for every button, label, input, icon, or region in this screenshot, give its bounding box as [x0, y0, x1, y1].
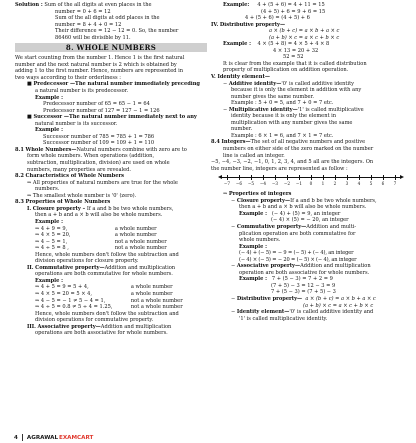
example-label: Example : — [35, 277, 64, 284]
page-footer — [0, 430, 416, 443]
bullet-line: − Distributive property— a × (b + c) = a × b + a × c — [231, 295, 376, 302]
solution-line: number = 0 + 6 = 12 — [55, 8, 111, 15]
number-line-tick — [311, 175, 312, 180]
body-line: number gives the same number. — [231, 93, 314, 100]
example-row: ⇒ 4 − 5 = 1, not a whole number — [35, 238, 167, 245]
bullet-line: − Associative property—Addition and multiplication — [231, 263, 371, 270]
example-label: Example : — [35, 127, 64, 134]
example-line: 52 = 52 — [283, 54, 304, 61]
solution-line: Solution : Sum of the all digits at even places in the — [15, 2, 152, 8]
number-line-label: −1 — [295, 181, 303, 187]
body-line: numbers, many properties are revealed. — [27, 166, 132, 173]
example-row: ⇒ 4 − 5 = − 1 ≠ 5 − 4 = 1, not a whole number — [35, 297, 183, 304]
example-line: Example: 4 + (5 + 6) = 4 + 11 = 15 — [223, 2, 325, 8]
number-line-label: −4 — [259, 181, 267, 187]
bullet-line: ⇒ All properties of natural numbers are true for the whole — [27, 179, 178, 186]
page-number: 4 — [14, 434, 18, 441]
example-line: Successor number of 785 = 785 + 1 = 786 — [43, 133, 155, 140]
body-line: subtraction, multiplication, division) are used on whole — [27, 160, 170, 167]
property-distributive: IV. Distributive property— — [211, 21, 286, 28]
body-line: multiplication with any number gives the same — [231, 119, 353, 126]
bullet-line: ⇒ Properties of integers — [223, 191, 292, 198]
example-label: Example : — [35, 218, 64, 225]
number-line-label: 1 — [321, 181, 325, 187]
example-row: ⇒ 4 × 5 = 20, a whole number — [35, 232, 157, 239]
intro-line: two ways according to their orderliness : — [15, 74, 121, 81]
example-row: ⇒ 4 × 5 = 20 = 5 × 4, a whole number — [35, 290, 173, 297]
body-line: division operations for commutative property. — [35, 317, 154, 324]
example-label: Example : — [35, 94, 64, 101]
number-line-tick — [347, 175, 348, 180]
body-line: Hence, whole numbers don't follow the subtraction and — [35, 251, 179, 258]
example-line: (− 4) + (− 5) = − 9 = (− 5) + (− 4), an integer — [239, 250, 354, 257]
successor-text: natural number is its successor. — [35, 120, 118, 127]
example-line: (− 4) × (− 5) = − 20 = (− 5) × (− 4), an integer — [239, 256, 357, 263]
number-line-tick — [251, 175, 252, 180]
example-label: Example : — [239, 243, 268, 250]
example-line: (7 + 5) − 3 = 12 − 3 = 9 — [271, 282, 336, 289]
publisher-brand: EXAMCART — [59, 434, 94, 441]
body-line: Hence, whole numbers don't follow the subtraction and — [35, 310, 179, 317]
number-line-tick — [239, 175, 240, 180]
example-line: Example : (− 4) + (5) = 9, an integer — [239, 210, 341, 217]
formula-line: (a + b) × c = a × c + b × c — [269, 34, 340, 41]
example-line: 4 + (5 + 6) = (4 + 5) + 6 — [245, 15, 310, 22]
intro-line: number and the next natural number is 2 which is obtained by — [15, 61, 177, 68]
solution-line: 86460 will be divisible by 11. — [55, 34, 131, 41]
intro-line: adding 1 to the first number. Hence, numbers are represented in — [15, 68, 183, 75]
number-line-label: 3 — [345, 181, 349, 187]
number-line-label: 5 — [369, 181, 373, 187]
number-line-tick — [275, 175, 276, 180]
predecessor-item: ■ Predecessor —The natural number immediately preceding — [27, 81, 200, 88]
body-line: because it is only the element in addition with any — [231, 87, 362, 94]
example-row: ⇒ 4 + 9 = 9, a whole number — [35, 225, 157, 232]
number-line-tick — [371, 175, 372, 180]
body-line: It is clear from the example that it is called distribution — [223, 60, 367, 67]
example-line: Successor number of 109 = 109 + 1 = 110 — [43, 140, 155, 147]
number-line-tick — [335, 175, 336, 180]
body-line: number. — [231, 126, 253, 133]
footer-bar — [14, 433, 93, 442]
body-line: −5, −4, −3, −2, −1, 0, 1, 2, 3, 4, and 5 all are the integers. On — [211, 159, 374, 166]
number-line-label: 7 — [393, 181, 397, 187]
body-line: form whole numbers. When operations (addition, — [27, 153, 155, 160]
bullet-line: − Multiplicative identity—'1' is called multiplicative — [223, 106, 364, 113]
section-heading: 8. WHOLE NUMBERS — [15, 43, 207, 52]
number-line-label: −3 — [271, 181, 279, 187]
property-closure: I. Closure property – If a and b be two whole numbers, — [27, 205, 174, 212]
example-line: 7 + (5 − 3) = (7 + 5) − 3 — [271, 289, 336, 296]
example-line: (4 + 5) + 6 = 9 + 6 = 15 — [261, 8, 326, 15]
number-line-tick — [263, 175, 264, 180]
number-line-tick — [323, 175, 324, 180]
body-line: operations are both associative for whole numbers. — [35, 330, 168, 337]
number-line-label: −5 — [247, 181, 255, 187]
body-line: operation are both associative for whole numbers. — [239, 269, 370, 276]
example-line: Predecessor number of 127 = 127 − 1 = 126 — [43, 107, 160, 114]
example-row: ⇒ 4 ÷ 5 = 0.8 ≠ 5 ÷ 4 = 1.25, not a whole number — [35, 304, 183, 311]
formula-line: (a + b) × c = a × c + b × c — [303, 302, 374, 309]
number-line-label: 2 — [333, 181, 337, 187]
right-arrow-icon — [400, 175, 404, 179]
bullet-line: − Commutative property—Addition and multi- — [231, 223, 357, 230]
successor-item: ■ Successor —The natural number immediately next to any — [27, 114, 197, 121]
body-line: '1' is called multiplicative identity. — [239, 315, 328, 322]
body-line: division operations for closure property. — [35, 258, 139, 265]
property-identity: V. Identity element— — [211, 74, 270, 81]
number-line-tick — [395, 175, 396, 180]
number-line-label: 4 — [357, 181, 361, 187]
example-line: 4 × 13 = 20 + 32 — [273, 47, 319, 54]
body-line: plication operation are both commutative for — [239, 230, 356, 237]
publisher-name: AGRAWAL — [26, 434, 59, 441]
body-line: operations are both commutative for whole numbers. — [35, 271, 173, 278]
bullet-line: ⇒ The smallest whole number is '0' (zero). — [27, 192, 137, 199]
body-line: the number line, integers are represented as follow : — [211, 165, 348, 172]
property-associative: III. Associative property—Addition and multiplication — [27, 323, 172, 330]
number-line-label: 6 — [381, 181, 385, 187]
body-line: numbers. — [35, 186, 60, 193]
body-line: whole numbers. — [239, 237, 281, 244]
solution-line: Sum of the all digits at odd places in the — [55, 15, 160, 22]
formula-line: a × (b + c) = a × b + a × c — [269, 28, 340, 35]
body-line: then a + b and a × b will also be whole numbers. — [239, 204, 367, 211]
solution-line: number = 8 + 4 + 0 = 12 — [55, 21, 122, 28]
body-line: property of multiplication on addition operation. — [223, 67, 349, 74]
subsection-8-1: 8.1 Whole Numbers—Natural numbers combine with zero are to — [15, 146, 187, 153]
number-line-tick — [287, 175, 288, 180]
body-line: then a + b and a × b will also be whole numbers. — [35, 212, 163, 219]
square-bullet-icon: ■ — [27, 114, 32, 121]
left-column — [15, 2, 207, 337]
example-line: Example : 4 × (5 + 8) = 4 × 5 + 4 × 8 — [223, 41, 330, 48]
number-line-label: 0 — [309, 181, 313, 187]
bullet-line: − Closure property—If a and b be two whole numbers, — [231, 197, 377, 204]
example-row: ⇒ 4 ÷ 5 = 8 , not a whole number — [35, 245, 167, 252]
number-line-label: −2 — [283, 181, 291, 187]
left-arrow-icon — [218, 175, 222, 179]
subsection-8-3: 8.3 Properties of Whole Numbers — [15, 199, 111, 206]
subsection-8-2: 8.2 Characteristics of Whole Numbers — [15, 173, 124, 180]
property-commutative: II. Commutative property—Addition and multiplication — [27, 264, 176, 271]
example-line: (− 4) × (5) = − 20, an integer — [271, 217, 349, 224]
number-line-tick — [383, 175, 384, 180]
number-line-tick — [359, 175, 360, 180]
example-line: Predecessor number of 65 = 65 − 1 = 64 — [43, 101, 150, 108]
body-line: line is called an integer. — [223, 152, 285, 159]
footer-divider — [22, 434, 23, 441]
intro-line: We start counting from the number 1. Hence 1 is the first natural — [15, 55, 185, 62]
body-line: numbers on either side of the zero marked on the number — [223, 146, 374, 153]
integer-number-line — [221, 173, 401, 189]
example-row: ⇒ 4 + 5 = 9 = 5 + 4, a whole number — [35, 284, 173, 291]
subsection-8-4: 8.4 Integers—The set of all negative numbers and positive — [211, 139, 366, 146]
solution-line: Their difference = 12 − 12 = 0. So, the number — [55, 28, 179, 35]
right-column — [211, 2, 407, 322]
number-line-label: −6 — [235, 181, 243, 187]
body-line: identity because it is only the element in — [231, 113, 337, 120]
bullet-line: − Identity element—'0' is called additive identity and — [231, 309, 374, 316]
example-line: Example : 7 + (5 − 3) = 7 + 2 = 9 — [239, 276, 333, 283]
bullet-line: − Additive identity—'0' is called additive identity — [223, 80, 355, 87]
number-line-label: −7 — [223, 181, 231, 187]
predecessor-text: a natural number is its predecessor. — [35, 88, 129, 95]
square-bullet-icon: ■ — [27, 81, 32, 88]
number-line-tick — [299, 175, 300, 180]
body-line: Example : 6 × 1 = 6, and 7 × 1 = 7 etc. — [231, 132, 334, 139]
body-line: Example : 5 + 0 = 5, and 7 + 0 = 7 etc. — [231, 100, 334, 107]
number-line-tick — [227, 175, 228, 180]
